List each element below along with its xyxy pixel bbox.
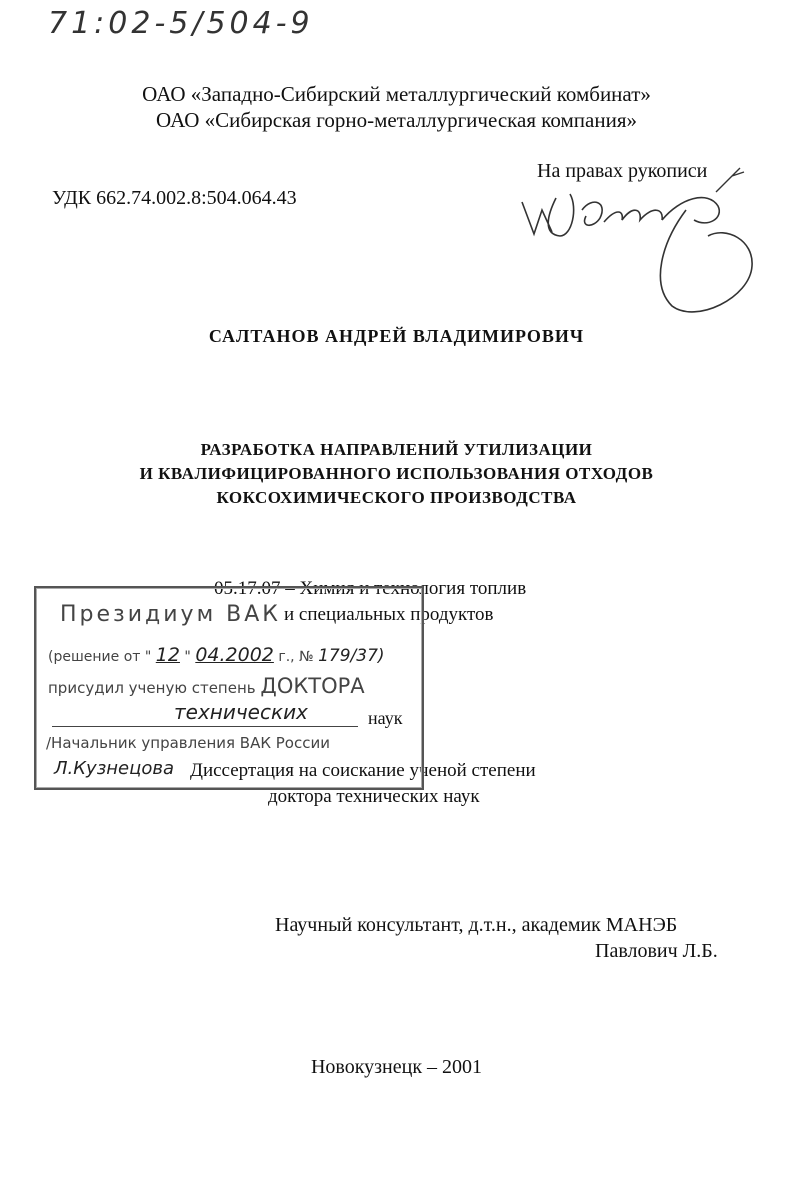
consultant-line-1: Научный консультант, д.т.н., академик МАНЭБ [275, 914, 678, 936]
author-name: САЛТАНОВ АНДРЕЙ ВЛАДИМИРОВИЧ [208, 326, 585, 346]
stamp-head: /Начальник управления ВАК России [46, 734, 330, 752]
decision-number: 179/37) [318, 646, 385, 666]
stamp-decision [48, 644, 385, 666]
stamp-field: технических [174, 700, 308, 724]
title-line-1: РАЗРАБОТКА НАПРАВЛЕНИЙ УТИЛИЗАЦИИ [200, 440, 593, 459]
decision-day: 12 [155, 644, 180, 666]
awarded-degree: ДОКТОРА [260, 674, 365, 698]
udk-code: УДК 662.74.002.8:504.064.43 [52, 187, 297, 209]
archive-number: 71:02-5/504-9 [48, 6, 314, 41]
decision-date: 04.2002 [195, 644, 274, 666]
stamp-signature: Л.Кузнецова [54, 758, 175, 779]
title-line-2: И КВАЛИФИЦИРОВАННОГО ИСПОЛЬЗОВАНИЯ ОТХОДОВ [139, 464, 654, 483]
manuscript-note: На правах рукописи [537, 160, 708, 182]
awarded-text: присудил ученую степень [48, 679, 256, 697]
decision-prefix: (решение от " [48, 649, 152, 665]
place-year: Новокузнецк – 2001 [310, 1056, 483, 1078]
stamp-awarded [48, 674, 365, 698]
consultant-line-2: Павлович Л.Б. [595, 940, 718, 962]
specialty-line-1: 05.17.07 – Химия и технология топлив [214, 578, 527, 599]
title-line-3: КОКСОХИМИЧЕСКОГО ПРОИЗВОДСТВА [216, 488, 577, 507]
organization-1: ОАО «Западно-Сибирский металлургический комбинат» [142, 82, 651, 106]
dissertation-line-2: доктора технических наук [268, 786, 480, 807]
vak-stamp [34, 586, 424, 790]
stamp-field-suffix: наук [368, 708, 403, 728]
decision-suffix: г., № [278, 649, 314, 665]
decision-mid: " [184, 649, 191, 665]
author-signature [512, 162, 762, 320]
stamp-heading: Президиум ВАК [60, 602, 281, 627]
organization-2: ОАО «Сибирская горно-металлургическая компания» [155, 108, 637, 132]
stamp-field-underline [52, 726, 358, 727]
specialty-line-2: и специальных продуктов [284, 604, 494, 625]
dissertation-line-1: Диссертация на соискание ученой степени [190, 760, 536, 781]
